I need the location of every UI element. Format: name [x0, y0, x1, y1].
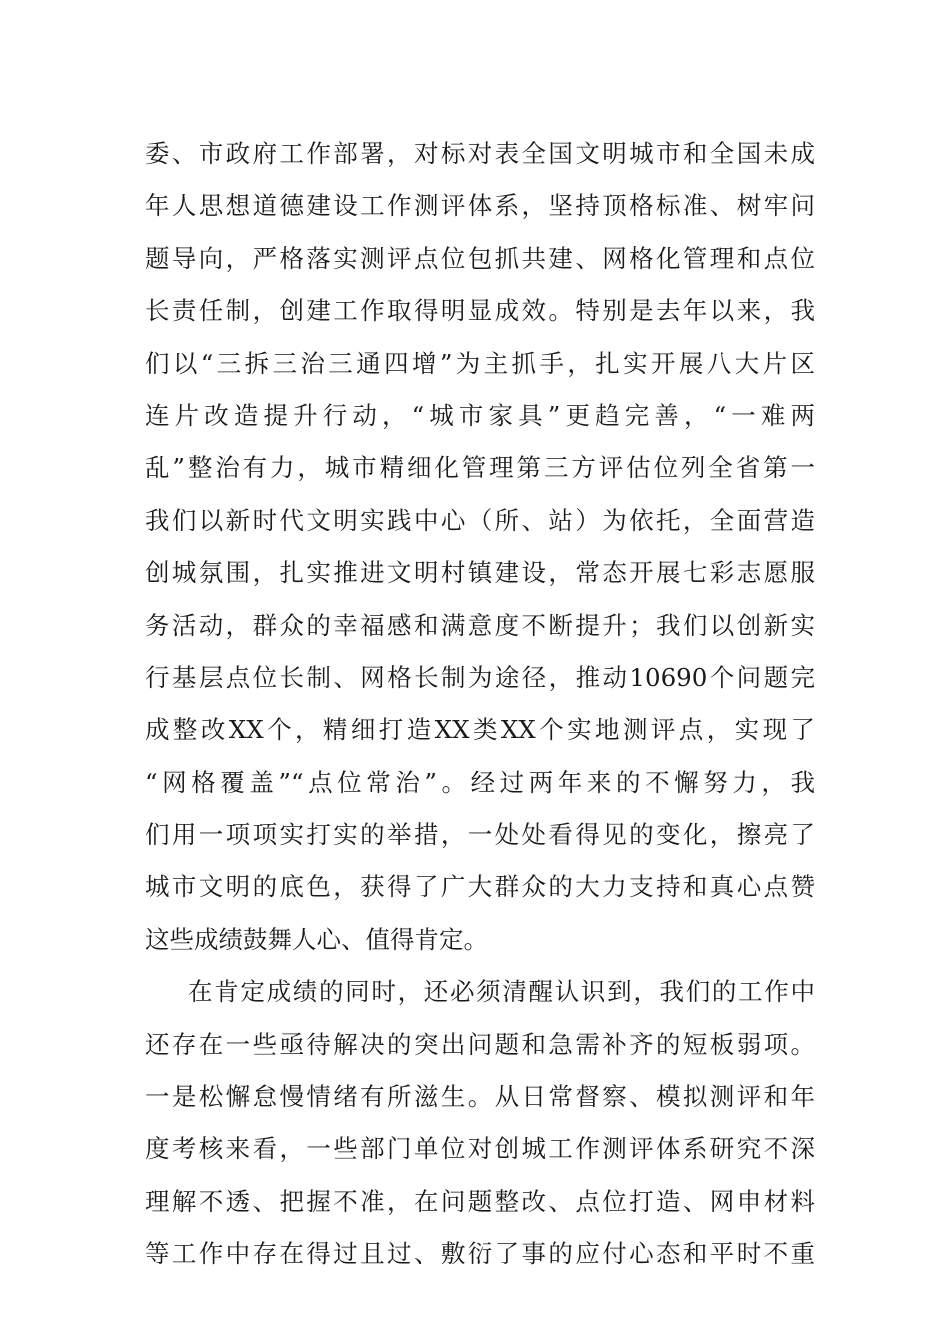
- text-line: 连片改造提升行动，“城市家具”更趋完善，“一难两: [145, 400, 815, 430]
- text-line: 城市文明的底色，获得了广大群众的大力支持和真心点赞: [145, 872, 815, 902]
- text-line: 题导向，严格落实测评点位包抓共建、网格化管理和点位: [145, 243, 815, 273]
- text-line: 等工作中存在得过且过、敷衍了事的应付心态和平时不重: [145, 1239, 815, 1269]
- text-line: 乱”整治有力，城市精细化管理第三方评估位列全省第一: [145, 453, 815, 483]
- text-line: 还存在一些亟待解决的突出问题和急需补齐的短板弱项。: [145, 1029, 815, 1059]
- text-line: 们用一项项实打实的举措，一处处看得见的变化，擦亮了: [145, 820, 815, 850]
- text-line: 成整改XX个，精细打造XX类XX个实地测评点，实现了: [145, 715, 815, 745]
- text-line: 务活动，群众的幸福感和满意度不断提升；我们以创新实: [145, 610, 815, 640]
- text-line: 年人思想道德建设工作测评体系，坚持顶格标准、树牢问: [145, 191, 815, 221]
- text-line: 在肯定成绩的同时，还必须清醒认识到，我们的工作中: [188, 977, 815, 1007]
- text-line: 这些成绩鼓舞人心、值得肯定。: [145, 924, 488, 954]
- text-line: 一是松懈怠慢情绪有所滋生。从日常督察、模拟测评和年: [145, 1082, 815, 1112]
- text-line: 们以“三拆三治三通四增”为主抓手，扎实开展八大片区: [145, 348, 815, 378]
- text-line: 长责任制，创建工作取得明显成效。特别是去年以来，我: [145, 296, 815, 326]
- text-line: 度考核来看，一些部门单位对创城工作测评体系研究不深: [145, 1134, 815, 1164]
- body-text: [145, 128, 815, 1281]
- text-line: 行基层点位长制、网格长制为途径，推动10690个问题完: [145, 662, 815, 692]
- text-line: 委、市政府工作部署，对标对表全国文明城市和全国未成: [145, 139, 815, 168]
- text-line: 我们以新时代文明实践中心（所、站）为依托，全面营造: [145, 505, 815, 535]
- text-line: 创城氛围，扎实推进文明村镇建设，常态开展七彩志愿服: [145, 558, 815, 588]
- text-line: “网格覆盖”“点位常治”。经过两年来的不懈努力，我: [145, 767, 815, 797]
- text-line: 理解不透、把握不准，在问题整改、点位打造、网申材料: [145, 1186, 815, 1216]
